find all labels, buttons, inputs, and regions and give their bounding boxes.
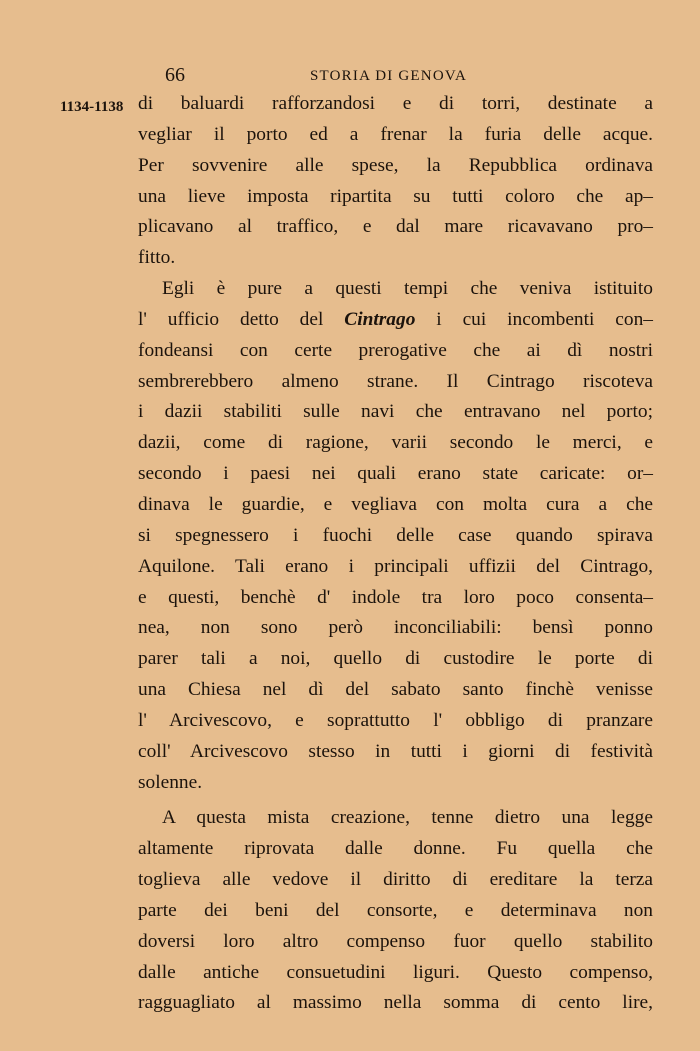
text-line: doversi loro altro compenso fuor quello stabilito [138, 930, 653, 952]
paragraph-2 [138, 274, 653, 798]
text-line: Egli è pure a questi tempi che veniva istituito [162, 278, 653, 300]
text-line: nea, non sono però inconciliabili: bensì ponno [138, 617, 653, 639]
text-line: A questa mista creazione, tenne dietro una legge [162, 807, 653, 829]
text-line: fitto. [138, 247, 176, 269]
text-segment: l' ufficio detto del [138, 308, 345, 330]
text-line: e questi, benchè d' indole tra loro poco consenta– [138, 586, 653, 608]
text-line: una lieve imposta ripartita su tutti coloro che ap– [138, 185, 653, 207]
text-line: Per sovvenire alle spese, la Repubblica ordinava [138, 154, 653, 176]
text-line: sembrerebbero almeno strane. Il Cintrago riscoteva [138, 370, 653, 392]
italic-term: Cintrago [344, 308, 416, 330]
text-line: secondo i paesi nei quali erano state caricate: or– [138, 463, 653, 485]
text-line: dalle antiche consuetudini liguri. Questo compenso, [138, 961, 653, 983]
text-line: dazii, come di ragione, varii secondo le merci, e [138, 432, 653, 454]
text-line: si spegnessero i fuochi delle case quando spirava [138, 524, 653, 546]
text-line [138, 305, 653, 336]
margin-date-note: 1134-1138 [60, 99, 124, 115]
text-segment: i cui incombenti con– [415, 308, 653, 330]
paragraph-1 [138, 89, 653, 274]
text-line: ragguagliato al massimo nella somma di cento lire, [138, 992, 653, 1014]
running-title: STORIA DI GENOVA [310, 68, 467, 84]
text-line: coll' Arcivescovo stesso in tutti i giorni di festività [138, 740, 653, 762]
body-text [138, 89, 653, 1019]
text-line: i dazii stabiliti sulle navi che entravano nel porto; [138, 401, 653, 423]
paragraph-3 [138, 803, 653, 1019]
page-number: 66 [165, 64, 185, 86]
text-line: parer tali a noi, quello di custodire le porte di [138, 648, 653, 670]
text-line: di baluardi rafforzandosi e di torri, destinate a [138, 93, 653, 114]
text-line: Aquilone. Tali erano i principali uffizii del Cintrago, [138, 555, 653, 577]
text-line: solenne. [138, 771, 203, 793]
text-line: plicavano al traffico, e dal mare ricavavano pro– [138, 216, 653, 238]
text-line: altamente riprovata dalle donne. Fu quella che [138, 838, 653, 860]
text-line: fondeansi con certe prerogative che ai dì nostri [138, 339, 653, 361]
text-line: parte dei beni del consorte, e determinava non [138, 899, 653, 921]
text-line: una Chiesa nel dì del sabato santo finchè venisse [138, 679, 653, 701]
text-line: dinava le guardie, e vegliava con molta cura a che [138, 493, 653, 515]
text-line: vegliar il porto ed a frenar la furia delle acque. [138, 123, 653, 145]
text-line: l' Arcivescovo, e soprattutto l' obbligo di pranzare [138, 709, 653, 731]
text-line: toglieva alle vedove il diritto di ereditare la terza [138, 869, 653, 891]
